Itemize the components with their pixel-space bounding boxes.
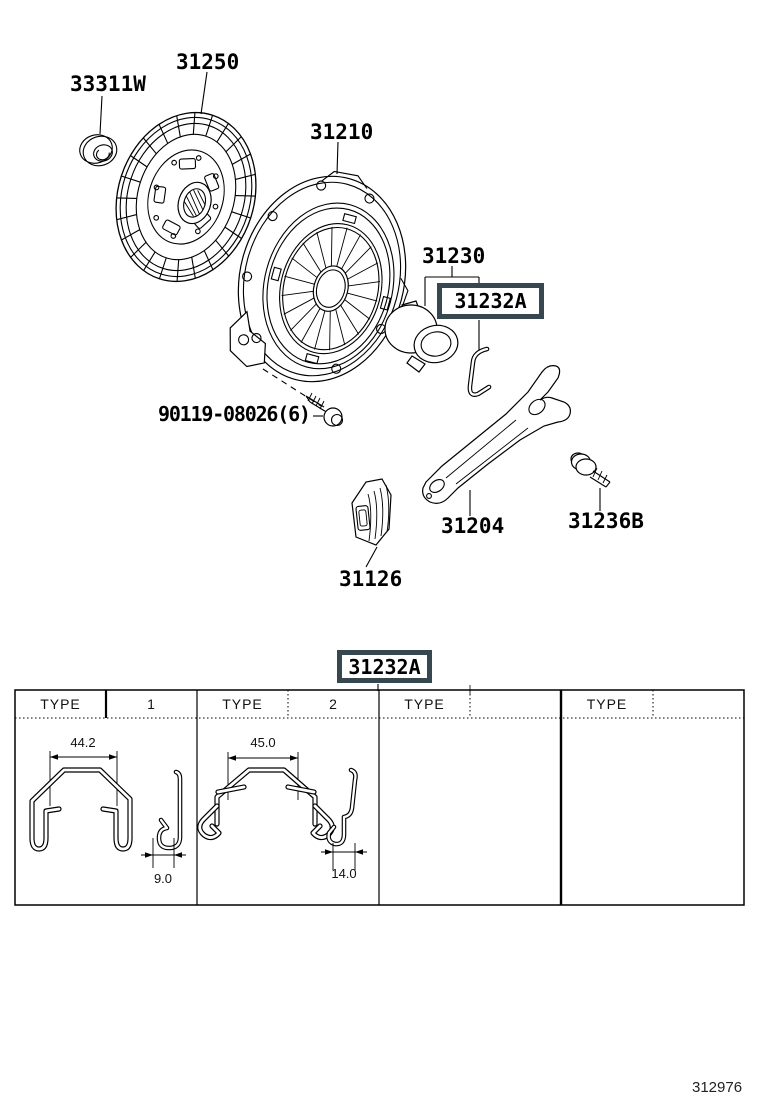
table-part-number: 31232A — [348, 654, 421, 679]
highlighted-part-number: 31232A — [454, 289, 527, 313]
seal-drawing — [76, 131, 121, 170]
clip-type2-front-drawing — [200, 752, 333, 838]
part-label-fork-bolt: 31236B — [568, 509, 644, 533]
dim-type1-width: 44.2 — [70, 735, 96, 750]
part-label-boot: 31126 — [339, 567, 403, 591]
part-label-bearing: 31230 — [422, 244, 486, 268]
part-label-fork: 31204 — [441, 514, 505, 538]
type-header-3: TYPE — [404, 696, 445, 712]
clutch-cover-drawing — [216, 152, 433, 401]
type-header-2: TYPE — [222, 696, 263, 712]
dim-type2-side: 14.0 — [331, 866, 357, 881]
clip-type1-side-drawing — [141, 772, 186, 868]
part-label-cover-bolt: 90119-08026(6) — [158, 402, 310, 426]
release-fork-drawing — [423, 366, 571, 504]
type-value-1: 1 — [147, 696, 156, 712]
part-label-seal: 33311W — [70, 72, 146, 96]
clip-type1-front-drawing — [32, 751, 130, 849]
clip-drawing — [470, 349, 489, 395]
highlighted-part-callout[interactable] — [437, 283, 544, 319]
dim-type1-side: 9.0 — [153, 871, 173, 886]
part-label-cover: 31210 — [310, 120, 374, 144]
figure-number: 312976 — [692, 1079, 743, 1096]
type-value-2: 2 — [329, 696, 338, 712]
type-header-1: TYPE — [40, 696, 81, 712]
type-header-4: TYPE — [586, 696, 628, 712]
part-label-disc: 31250 — [176, 50, 240, 74]
dim-type2-width: 45.0 — [250, 735, 276, 750]
cover-bolt-drawing — [306, 393, 343, 426]
table-part-callout[interactable] — [337, 650, 432, 683]
boot-drawing — [352, 479, 391, 545]
fork-bolt-drawing — [571, 453, 610, 487]
